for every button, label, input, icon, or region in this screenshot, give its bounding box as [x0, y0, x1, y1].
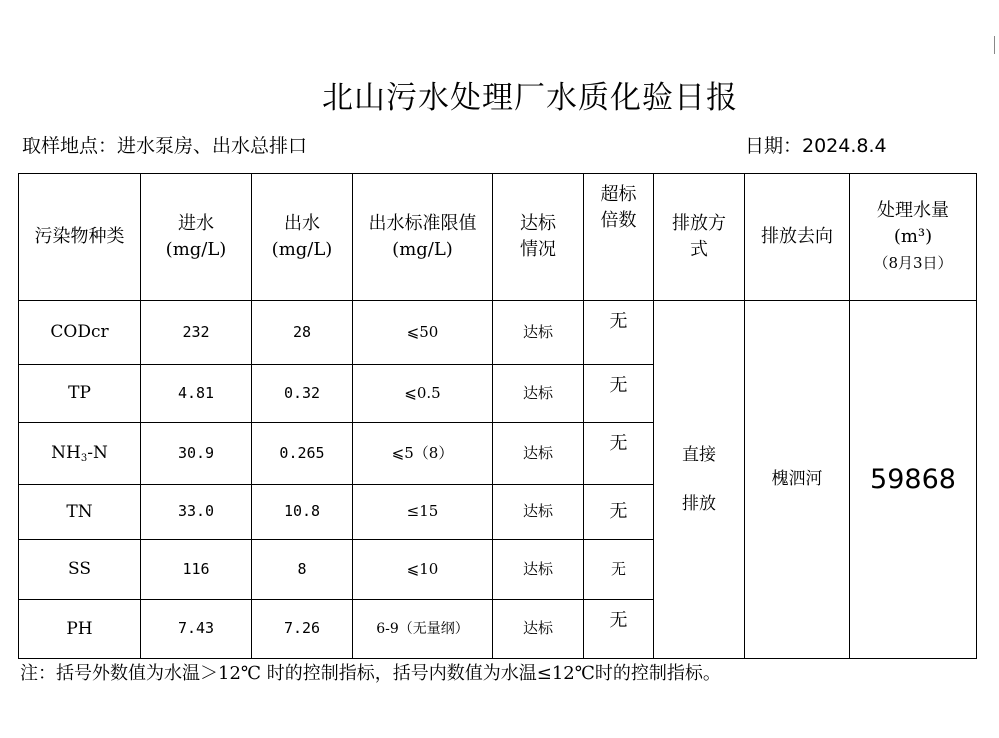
- inflow-value: 7.43: [141, 600, 252, 659]
- outflow-value: 28: [252, 301, 353, 365]
- inflow-value: 30.9: [141, 423, 252, 485]
- outflow-value: 8: [252, 540, 353, 600]
- water-quality-table: [18, 173, 977, 659]
- limit-value: ≤15: [353, 485, 493, 540]
- exceed-value: 无: [584, 485, 654, 540]
- outflow-value: 0.32: [252, 365, 353, 423]
- status-value: 达标: [493, 423, 584, 485]
- volume-cell: 59868: [850, 301, 977, 659]
- table-row: [19, 301, 977, 365]
- header-discharge-dest: 排放去向: [745, 174, 850, 301]
- report-date: 日期：2024.8.4: [745, 135, 887, 157]
- inflow-value: 116: [141, 540, 252, 600]
- limit-value: ⩽50: [353, 301, 493, 365]
- header-exceed: 超标 倍数: [584, 174, 654, 301]
- exceed-value: 无: [584, 600, 654, 659]
- header-outflow: 出水 (mg/L): [252, 174, 353, 301]
- limit-value: 6-9（无量纲）: [353, 600, 493, 659]
- header-inflow: 进水 (mg/L): [141, 174, 252, 301]
- inflow-value: 33.0: [141, 485, 252, 540]
- pollutant-name: SS: [19, 540, 141, 600]
- discharge-dest-cell: 槐泗河: [745, 301, 850, 659]
- outflow-value: 7.26: [252, 600, 353, 659]
- sampling-location: 取样地点：进水泵房、出水总排口: [22, 135, 308, 157]
- discharge-method-cell: 直接 排放: [654, 301, 745, 659]
- limit-value: ⩽5（8）: [353, 423, 493, 485]
- status-value: 达标: [493, 540, 584, 600]
- inflow-value: 4.81: [141, 365, 252, 423]
- pollutant-name: $NH_3-N$: [19, 423, 141, 485]
- header-limit: 出水标准限值 (mg/L): [353, 174, 493, 301]
- pollutant-name: TN: [19, 485, 141, 540]
- footnote: 注：括号外数值为水温＞12℃ 时的控制指标，括号内数值为水温≤12℃时的控制指标。: [20, 663, 721, 684]
- header-discharge-method: 排放方 式: [654, 174, 745, 301]
- header-compliance: 达标 情况: [493, 174, 584, 301]
- exceed-value: 无: [584, 365, 654, 423]
- exceed-value: 无: [584, 540, 654, 600]
- pollutant-name: PH: [19, 600, 141, 659]
- status-value: 达标: [493, 365, 584, 423]
- limit-value: ⩽10: [353, 540, 493, 600]
- page-title: 北山污水处理厂水质化验日报: [322, 80, 738, 116]
- status-value: 达标: [493, 301, 584, 365]
- header-volume: 处理水量 (m³) （8月3日）: [850, 174, 977, 301]
- header-row: [19, 174, 977, 301]
- status-value: 达标: [493, 485, 584, 540]
- exceed-value: 无: [584, 301, 654, 365]
- inflow-value: 232: [141, 301, 252, 365]
- limit-value: ⩽0.5: [353, 365, 493, 423]
- pollutant-name: TP: [19, 365, 141, 423]
- header-pollutant: 污染物种类: [19, 174, 141, 301]
- pollutant-name: CODcr: [19, 301, 141, 365]
- status-value: 达标: [493, 600, 584, 659]
- outflow-value: 10.8: [252, 485, 353, 540]
- outflow-value: 0.265: [252, 423, 353, 485]
- exceed-value: 无: [584, 423, 654, 485]
- corner-mark: [994, 36, 999, 54]
